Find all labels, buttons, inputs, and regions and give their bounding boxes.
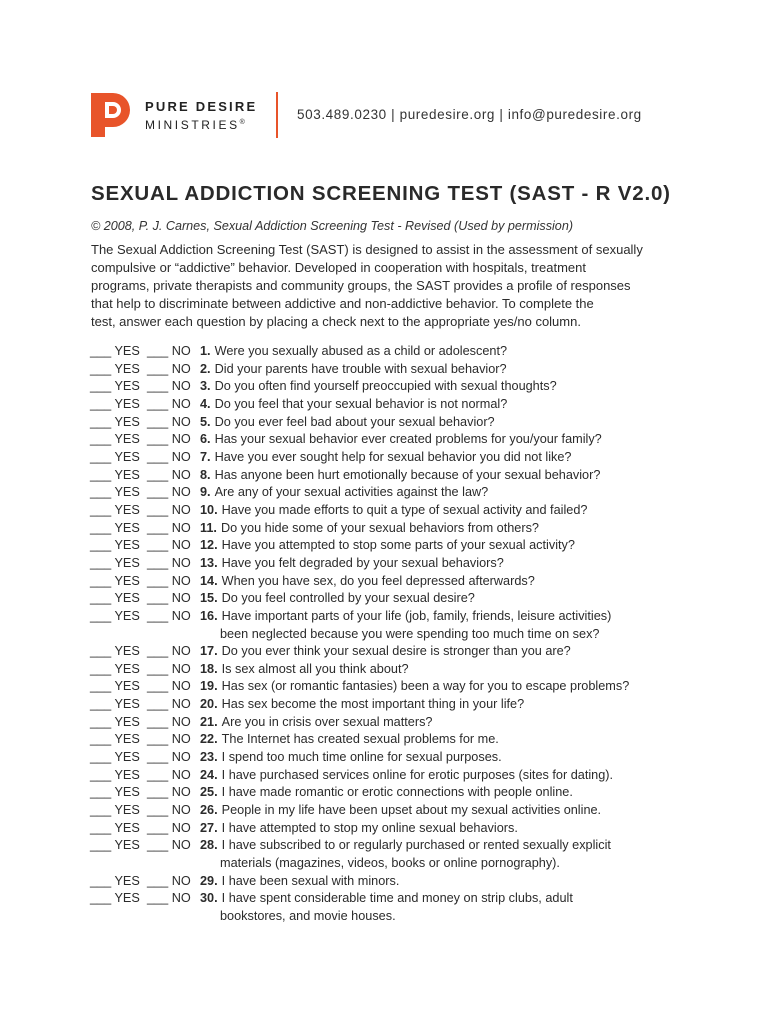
question-text <box>200 537 575 555</box>
brand-line-1: PURE DESIRE <box>145 99 258 114</box>
no-answer-blank[interactable]: ___ NO <box>147 573 191 588</box>
question-row <box>90 343 710 361</box>
question-row <box>90 378 710 396</box>
no-answer-blank[interactable]: ___ NO <box>147 414 191 429</box>
no-answer-blank[interactable]: ___ NO <box>147 644 191 659</box>
question-number: 28. <box>200 838 218 853</box>
intro-line: The Sexual Addiction Screening Test (SAST) is designed to assist in the assessment of sexually <box>91 242 643 257</box>
question-number: 2. <box>200 361 211 376</box>
question-number: 21. <box>200 714 218 729</box>
yes-answer-blank[interactable]: ___ YES <box>90 714 140 729</box>
question-body: I have made romantic or erotic connections with people online. <box>221 785 573 800</box>
contact-info: 503.489.0230 | puredesire.org | info@puredesire.org <box>297 107 642 122</box>
question-text <box>200 802 601 820</box>
question-text <box>200 820 518 838</box>
question-body: When you have sex, do you feel depressed afterwards? <box>221 573 535 588</box>
question-row <box>90 731 710 749</box>
question-body: Do you feel controlled by your sexual desire? <box>221 591 475 606</box>
question-body: Do you hide some of your sexual behaviors from others? <box>220 520 539 535</box>
question-continuation: been neglected because you were spending too much time on sex? <box>220 626 600 641</box>
question-row <box>90 573 710 591</box>
question-text <box>200 731 499 749</box>
yes-answer-blank[interactable]: ___ YES <box>90 608 140 623</box>
registered-mark: ® <box>239 119 245 126</box>
question-body: Did your parents have trouble with sexual behavior? <box>214 361 507 376</box>
question-number: 19. <box>200 679 218 694</box>
question-body: The Internet has created sexual problems for me. <box>221 732 499 747</box>
question-number: 27. <box>200 820 218 835</box>
yes-answer-blank[interactable]: ___ YES <box>90 679 140 694</box>
no-answer-blank[interactable]: ___ NO <box>147 591 191 606</box>
no-answer-blank[interactable]: ___ NO <box>147 396 191 411</box>
no-answer-blank[interactable]: ___ NO <box>147 432 191 447</box>
yes-answer-blank[interactable]: ___ YES <box>90 732 140 747</box>
brand-line-2: MINISTRIES® <box>145 118 245 132</box>
no-answer-blank[interactable]: ___ NO <box>147 661 191 676</box>
yes-answer-blank[interactable]: ___ YES <box>90 432 140 447</box>
question-body: Do you ever think your sexual desire is stronger than you are? <box>221 644 571 659</box>
yes-answer-blank[interactable]: ___ YES <box>90 750 140 765</box>
question-number: 3. <box>200 379 211 394</box>
no-answer-blank[interactable]: ___ NO <box>147 344 191 358</box>
question-text <box>200 714 432 732</box>
yes-answer-blank[interactable]: ___ YES <box>90 644 140 659</box>
yes-answer-blank[interactable]: ___ YES <box>90 502 140 517</box>
question-number: 24. <box>200 767 218 782</box>
question-row <box>90 767 710 785</box>
question-continuation: materials (magazines, videos, books or online pornography). <box>220 856 560 871</box>
question-number: 18. <box>200 661 218 676</box>
yes-answer-blank[interactable]: ___ YES <box>90 414 140 429</box>
pd-monogram-icon <box>91 93 135 137</box>
question-text <box>200 749 502 767</box>
question-body: Do you feel that your sexual behavior is not normal? <box>214 396 508 411</box>
question-row <box>90 449 710 467</box>
yes-answer-blank[interactable]: ___ YES <box>90 396 140 411</box>
question-number: 25. <box>200 785 218 800</box>
yes-answer-blank[interactable]: ___ YES <box>90 379 140 394</box>
no-answer-blank[interactable]: ___ NO <box>147 555 191 570</box>
copyright-line: © 2008, P. J. Carnes, Sexual Addiction Screening Test - Revised (Used by permission) <box>91 219 574 233</box>
question-row <box>90 837 710 872</box>
question-text <box>200 837 611 872</box>
question-list <box>90 343 710 926</box>
question-row <box>90 890 710 925</box>
question-body: Have you felt degraded by your sexual behaviors? <box>221 555 504 570</box>
question-row <box>90 414 710 432</box>
header <box>91 93 681 137</box>
question-text <box>200 431 602 449</box>
no-answer-blank[interactable]: ___ NO <box>147 714 191 729</box>
no-answer-blank[interactable]: ___ NO <box>147 520 191 535</box>
question-text <box>200 678 629 696</box>
yes-answer-blank[interactable]: ___ YES <box>90 555 140 570</box>
question-text <box>200 467 600 485</box>
question-row <box>90 502 710 520</box>
question-row <box>90 696 710 714</box>
intro-line: compulsive or “addictive” behavior. Developed in cooperation with hospitals, treatment <box>91 260 586 275</box>
question-row <box>90 643 710 661</box>
question-text <box>200 484 488 502</box>
question-number: 22. <box>200 732 218 747</box>
yes-answer-blank[interactable]: ___ YES <box>90 520 140 535</box>
no-answer-blank[interactable]: ___ NO <box>147 608 191 623</box>
question-number: 14. <box>200 573 218 588</box>
question-number: 5. <box>200 414 211 429</box>
question-body: Are any of your sexual activities against the law? <box>214 485 489 500</box>
question-number: 10. <box>200 502 218 517</box>
question-row <box>90 802 710 820</box>
question-body: I have attempted to stop my online sexual behaviors. <box>221 820 518 835</box>
no-answer-blank[interactable]: ___ NO <box>147 820 191 835</box>
no-answer-blank[interactable]: ___ NO <box>147 449 191 464</box>
question-text <box>200 396 507 414</box>
question-text <box>200 343 507 361</box>
yes-answer-blank[interactable]: ___ YES <box>90 803 140 818</box>
question-text <box>200 767 613 785</box>
no-answer-blank[interactable]: ___ NO <box>147 538 191 553</box>
question-row <box>90 749 710 767</box>
no-answer-blank[interactable]: ___ NO <box>147 502 191 517</box>
question-number: 1. <box>200 344 211 358</box>
question-text <box>200 449 571 467</box>
no-answer-blank[interactable]: ___ NO <box>147 679 191 694</box>
yes-answer-blank[interactable]: ___ YES <box>90 538 140 553</box>
question-text <box>200 573 535 591</box>
intro-paragraph <box>91 241 691 331</box>
question-text <box>200 414 495 432</box>
question-text <box>200 696 524 714</box>
yes-answer-blank[interactable]: ___ YES <box>90 891 140 906</box>
question-number: 11. <box>200 520 217 535</box>
intro-line: test, answer each question by placing a check next to the appropriate yes/no column. <box>91 314 581 329</box>
no-answer-blank[interactable]: ___ NO <box>147 485 191 500</box>
question-row <box>90 661 710 679</box>
question-row <box>90 608 710 643</box>
question-body: I have purchased services online for erotic purposes (sites for dating). <box>221 767 614 782</box>
no-answer-blank[interactable]: ___ NO <box>147 361 191 376</box>
yes-answer-blank[interactable]: ___ YES <box>90 767 140 782</box>
question-text <box>200 643 571 661</box>
question-row <box>90 590 710 608</box>
question-body: Have important parts of your life (job, family, friends, leisure activities) <box>221 608 612 623</box>
question-number: 6. <box>200 432 211 447</box>
question-body: I have spent considerable time and money on strip clubs, adult <box>221 891 573 906</box>
no-answer-blank[interactable]: ___ NO <box>147 467 191 482</box>
question-body: Is sex almost all you think about? <box>221 661 409 676</box>
question-number: 23. <box>200 750 218 765</box>
question-number: 13. <box>200 555 218 570</box>
yes-answer-blank[interactable]: ___ YES <box>90 591 140 606</box>
no-answer-blank[interactable]: ___ NO <box>147 785 191 800</box>
question-row <box>90 820 710 838</box>
no-answer-blank[interactable]: ___ NO <box>147 750 191 765</box>
question-body: Have you made efforts to quit a type of sexual activity and failed? <box>221 502 588 517</box>
question-body: I spend too much time online for sexual purposes. <box>221 750 502 765</box>
no-answer-blank[interactable]: ___ NO <box>147 803 191 818</box>
question-row <box>90 537 710 555</box>
no-answer-blank[interactable]: ___ NO <box>147 891 191 906</box>
yes-answer-blank[interactable]: ___ YES <box>90 838 140 853</box>
no-answer-blank[interactable]: ___ NO <box>147 697 191 712</box>
question-text <box>200 378 557 396</box>
no-answer-blank[interactable]: ___ NO <box>147 767 191 782</box>
yes-answer-blank[interactable]: ___ YES <box>90 449 140 464</box>
question-number: 8. <box>200 467 211 482</box>
question-body: People in my life have been upset about my sexual activities online. <box>221 803 602 818</box>
question-text <box>200 361 507 379</box>
intro-line: that help to discriminate between addictive and non-addictive behavior. To complete the <box>91 296 594 311</box>
yes-answer-blank[interactable]: ___ YES <box>90 873 140 888</box>
question-number: 15. <box>200 591 218 606</box>
question-body: Do you ever feel bad about your sexual behavior? <box>214 414 495 429</box>
question-body: Has sex (or romantic fantasies) been a way for you to escape problems? <box>221 679 630 694</box>
question-body: Do you often find yourself preoccupied with sexual thoughts? <box>214 379 557 394</box>
question-number: 16. <box>200 608 218 623</box>
yes-answer-blank[interactable]: ___ YES <box>90 820 140 835</box>
question-number: 12. <box>200 538 218 553</box>
question-body: Were you sexually abused as a child or adolescent? <box>214 344 508 358</box>
yes-answer-blank[interactable]: ___ YES <box>90 361 140 376</box>
no-answer-blank[interactable]: ___ NO <box>147 379 191 394</box>
question-text <box>200 502 587 520</box>
question-row <box>90 873 710 891</box>
header-divider <box>276 92 278 138</box>
yes-answer-blank[interactable]: ___ YES <box>90 697 140 712</box>
question-body: Are you in crisis over sexual matters? <box>221 714 433 729</box>
question-continuation: bookstores, and movie houses. <box>220 909 396 923</box>
question-row <box>90 520 710 538</box>
question-number: 30. <box>200 891 218 906</box>
question-row <box>90 467 710 485</box>
question-body: Have you attempted to stop some parts of your sexual activity? <box>221 538 575 553</box>
question-text <box>200 590 475 608</box>
yes-answer-blank[interactable]: ___ YES <box>90 573 140 588</box>
yes-answer-blank[interactable]: ___ YES <box>90 344 140 358</box>
question-number: 26. <box>200 803 218 818</box>
question-body: Has sex become the most important thing in your life? <box>221 697 525 712</box>
question-body: I have been sexual with minors. <box>221 873 400 888</box>
yes-answer-blank[interactable]: ___ YES <box>90 485 140 500</box>
question-body: Has anyone been hurt emotionally because of your sexual behavior? <box>214 467 601 482</box>
question-number: 7. <box>200 449 211 464</box>
question-row <box>90 396 710 414</box>
question-text <box>200 661 409 679</box>
question-body: I have subscribed to or regularly purchased or rented sexually explicit <box>221 838 611 853</box>
question-row <box>90 678 710 696</box>
intro-line: programs, private therapists and community groups, the SAST provides a profile of responses <box>91 278 631 293</box>
question-text <box>200 873 399 891</box>
question-body: Has your sexual behavior ever created problems for you/your family? <box>214 432 602 447</box>
question-number: 17. <box>200 644 218 659</box>
brand-name <box>145 99 257 133</box>
question-row <box>90 714 710 732</box>
question-body: Have you ever sought help for sexual behavior you did not like? <box>214 449 572 464</box>
page-title: SEXUAL ADDICTION SCREENING TEST (SAST - R V2.0) <box>91 182 671 205</box>
yes-answer-blank[interactable]: ___ YES <box>90 661 140 676</box>
question-text <box>200 890 573 925</box>
question-row <box>90 361 710 379</box>
question-row <box>90 484 710 502</box>
no-answer-blank[interactable]: ___ NO <box>147 732 191 747</box>
question-number: 9. <box>200 485 211 500</box>
question-text <box>200 608 611 643</box>
question-number: 4. <box>200 396 211 411</box>
no-answer-blank[interactable]: ___ NO <box>147 838 191 853</box>
yes-answer-blank[interactable]: ___ YES <box>90 785 140 800</box>
question-text <box>200 520 539 538</box>
question-number: 20. <box>200 697 218 712</box>
question-text <box>200 555 504 573</box>
no-answer-blank[interactable]: ___ NO <box>147 873 191 888</box>
question-number: 29. <box>200 873 218 888</box>
question-row <box>90 431 710 449</box>
question-row <box>90 555 710 573</box>
question-row <box>90 784 710 802</box>
yes-answer-blank[interactable]: ___ YES <box>90 467 140 482</box>
question-text <box>200 784 573 802</box>
